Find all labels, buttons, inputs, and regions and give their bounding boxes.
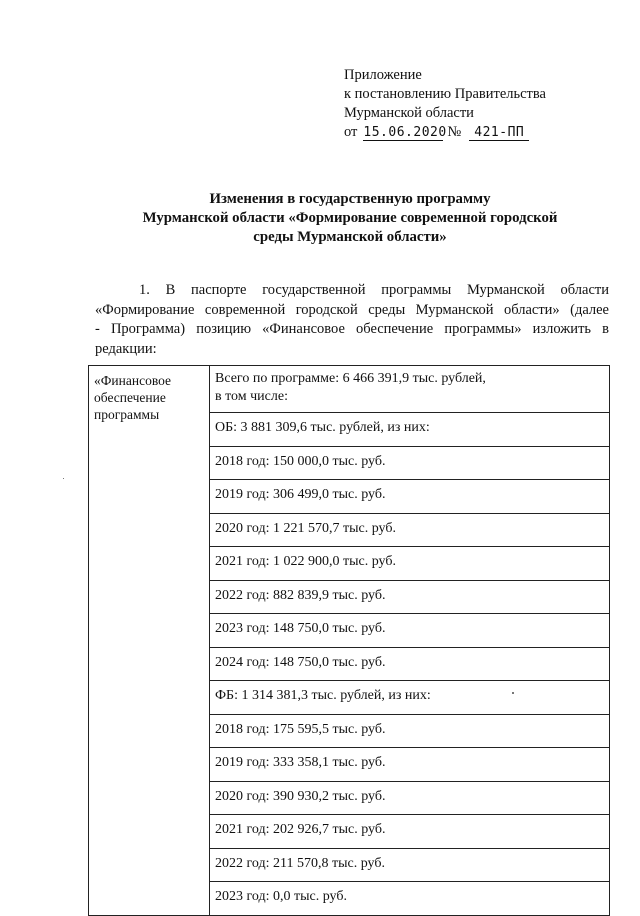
paragraph-1 [95,281,609,359]
approval-line-3: Мурманской области [344,105,474,121]
table-cell: 2024 год: 148 750,0 тыс. руб. [210,647,610,681]
from-label: от [344,124,358,140]
paragraph-line-4: редакции: [95,340,157,357]
table-cell: 2020 год: 1 221 570,7 тыс. руб. [210,513,610,547]
approval-date: 15.06.2020 [363,125,447,140]
approval-date-line [344,123,546,142]
table-cell: 2020 год: 390 930,2 тыс. руб. [210,781,610,815]
table-cell: 2018 год: 175 595,5 тыс. руб. [210,714,610,748]
table-cell: 2022 год: 882 839,9 тыс. руб. [210,580,610,614]
table-cell: 2023 год: 148 750,0 тыс. руб. [210,614,610,648]
including-line: в том числе: [215,389,288,404]
table-cell: 2023 год: 0,0 тыс. руб. [210,882,610,916]
title-line-3: среды Мурманской области» [253,229,447,245]
approval-line-1: Приложение [344,67,422,83]
approval-line-2: к постановлению Правительства [344,86,546,102]
paragraph-line-2: «Формирование современной городской среды Мурманской области» (далее [95,301,609,318]
scan-speck [63,478,64,479]
title-line-1: Изменения в государственную программу [209,191,491,207]
total-line: Всего по программе: 6 466 391,9 тыс. рублей, [215,371,486,386]
table-cell: ФБ: 1 314 381,3 тыс. рублей, из них: [210,681,610,715]
table-cell: ОБ: 3 881 309,6 тыс. рублей, из них: [210,413,610,447]
document-title [90,190,610,247]
table-cell: 2021 год: 1 022 900,0 тыс. руб. [210,547,610,581]
financing-label-cell: «Финансовое обеспечение программы [89,366,210,916]
number-sign: № [447,124,462,140]
table-row-total [89,366,610,413]
title-line-2: Мурманской области «Формирование современной городской [142,210,558,226]
paragraph-line-3: - Программа) позицию «Финансовое обеспечение программы» изложить в [95,321,609,337]
scan-speck [512,692,514,694]
table-cell: 2022 год: 211 570,8 тыс. руб. [210,848,610,882]
table-cell: 2021 год: 202 926,7 тыс. руб. [210,815,610,849]
table-cell: 2019 год: 333 358,1 тыс. руб. [210,748,610,782]
approval-block [344,66,546,142]
financing-table [88,365,610,916]
table-cell: 2019 год: 306 499,0 тыс. руб. [210,480,610,514]
table-cell: 2018 год: 150 000,0 тыс. руб. [210,446,610,480]
approval-number: 421-ПП [469,125,529,141]
paragraph-line-1: 1. В паспорте государственной программы Мурманской области [139,282,609,298]
total-cell [210,366,610,413]
